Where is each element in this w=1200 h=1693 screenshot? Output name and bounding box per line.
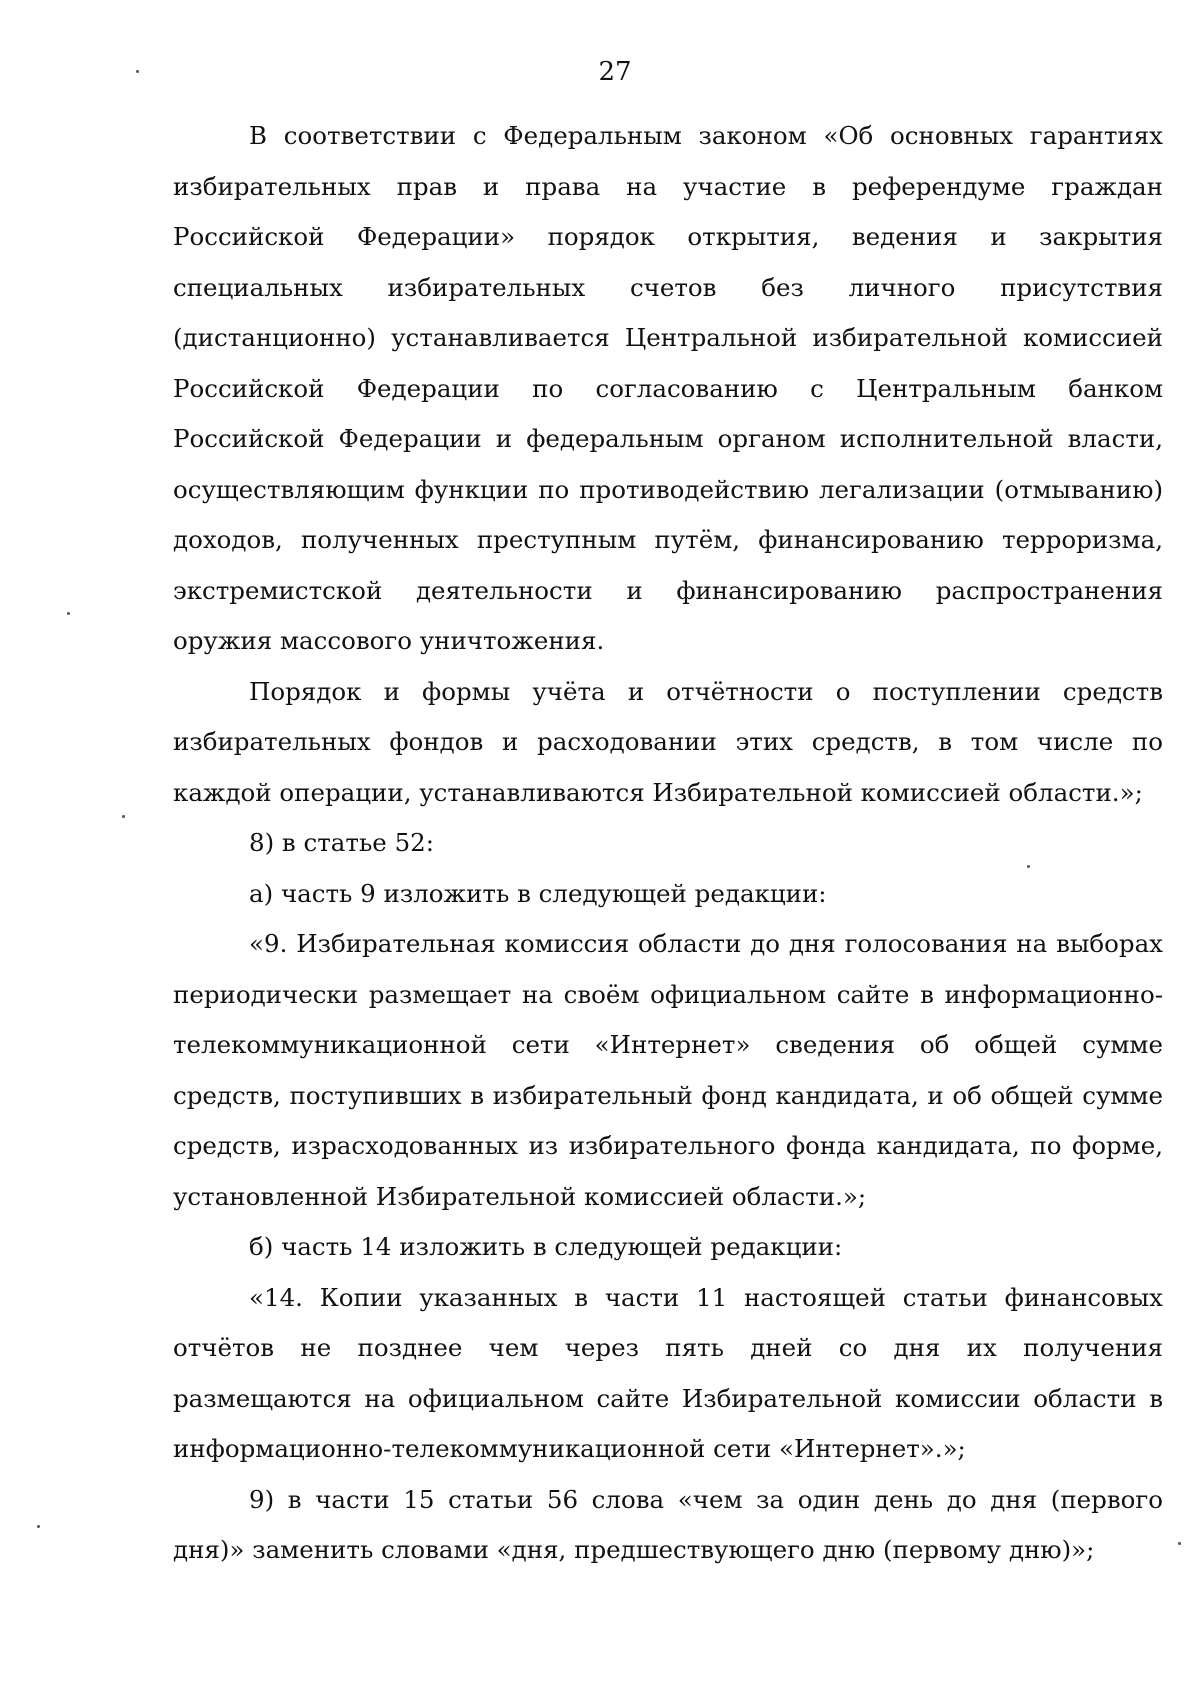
paragraph-subitem-a: а) часть 9 изложить в следующей редакции: [249,878,827,908]
page-number: 27 [598,57,632,87]
paragraph-accounting-order: Порядок и формы учёта и отчётности о поступлении средств избирательных фондов и расходовании этих средств, в том числе по каждой операции, устанавливаются Избирательной комиссией области.»; [173,676,1163,807]
scan-speck [122,815,125,818]
scan-speck [37,1525,40,1528]
paragraph-subitem-b: б) часть 14 изложить в следующей редакции: [249,1232,843,1261]
paragraph-item-8: 8) в статье 52: [249,828,435,857]
scan-speck [1027,865,1030,868]
scan-speck [1178,1542,1181,1545]
paragraph-part-14: «14. Копии указанных в части 11 настоящей статьи финансовых отчётов не позднее чем через пять дней со дня их получения размещаются на официальном сайте Избирательной комиссии области в информационно-телекоммуникационной сети «Интернет».»; [173,1282,1163,1463]
scan-speck [136,70,139,73]
document-body [173,111,1163,1576]
scan-speck [67,612,70,615]
paragraph-item-9: 9) в части 15 статьи 56 слова «чем за один день до дня (первого дня)» заменить словами «дня, предшествующего дню (первому дню)»; [173,1484,1163,1564]
paragraph-part-9: «9. Избирательная комиссия области до дня голосования на выборах периодически размещает на своём официальном сайте в информационно-телекоммуникационной сети «Интернет» сведения об общей сумме средств, поступивших в избирательный фонд кандидата, и об общей сумме средств, израсходованных из избирательного фонда кандидата, по форме, установленной Избирательной комиссией области.»; [173,929,1163,1211]
paragraph-special-accounts: В соответствии с Федеральным законом «Об основных гарантиях избирательных прав и права на участие в референдуме граждан Российской Федерации» порядок открытия, ведения и закрытия специальных избирательных счетов без личного присутствия (дистанционно) устанавливается Центральной избирательной комиссией Российской Федерации по согласованию с Центральным банком Российской Федерации и федеральным органом исполнительной власти, осуществляющим функции по противодействию легализации (отмыванию) доходов, полученных преступным путём, финансированию терроризма, экстремистской деятельности и финансированию распространения оружия массового уничтожения. [173,121,1163,655]
